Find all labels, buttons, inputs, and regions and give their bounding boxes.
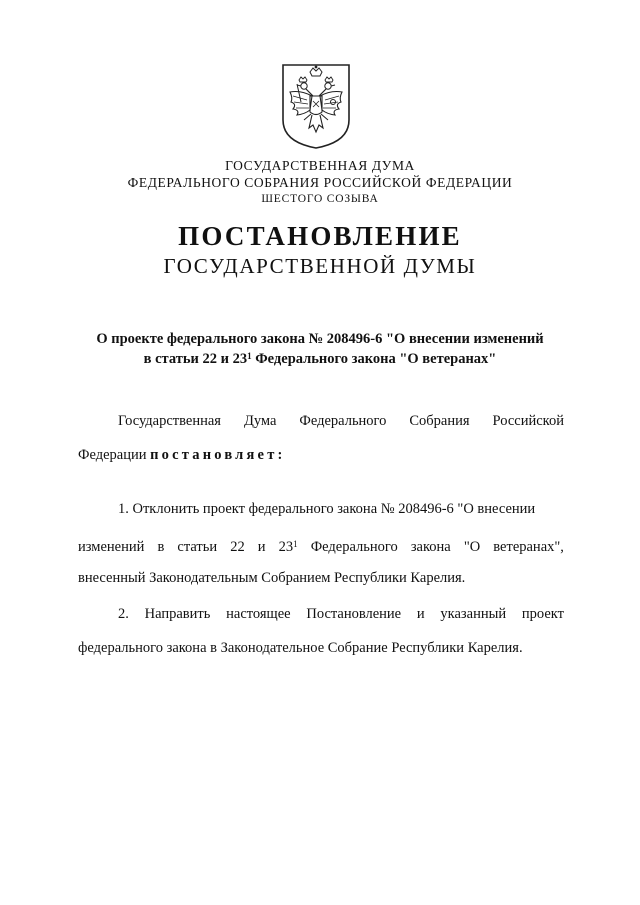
item-1-word: статьи — [177, 539, 218, 555]
item-1-word: Федерального — [310, 539, 398, 555]
item-1-line-3: внесенный Законодательным Собранием Республики Карелия. — [78, 570, 466, 586]
item-1-superscript: 1 — [293, 539, 298, 549]
document-subtitle: ГОСУДАРСТВЕННОЙ ДУМЫ — [163, 254, 477, 278]
item-1-word: закона — [410, 539, 451, 555]
item-2-word: и — [416, 606, 425, 622]
item-1-article-number — [279, 537, 298, 557]
item-2-word: указанный — [440, 606, 507, 622]
item-1-line-1: 1. Отклонить проект федерального закона № 208496-6 "О внесении — [118, 501, 536, 517]
header-line-federal-assembly: ФЕДЕРАЛЬНОГО СОБРАНИЯ РОССИЙСКОЙ ФЕДЕРАЦИИ — [127, 175, 513, 190]
item-1-word: и — [257, 539, 266, 555]
item-1-word: ветеранах", — [493, 539, 564, 555]
state-emblem-icon — [279, 62, 353, 150]
subject-line-2-end: Федерального закона "О ветеранах" — [251, 351, 497, 367]
item-2-word: настоящее — [226, 606, 291, 622]
preamble-word: Государственная — [118, 413, 221, 429]
subject-line-2-start: в статьи 22 и 23 — [143, 351, 248, 367]
item-1-article-23: 23 — [278, 539, 294, 555]
item-1-word: изменений — [78, 539, 145, 555]
preamble-line-2 — [78, 445, 564, 465]
item-1-line-2 — [78, 537, 564, 557]
document-title: ПОСТАНОВЛЕНИЕ — [178, 221, 462, 251]
subject-superscript: 1 — [247, 351, 252, 361]
item-2-line-2: федерального закона в Законодательное Собрание Республики Карелия. — [78, 640, 523, 656]
item-1-word: "О — [463, 539, 481, 555]
subject-line-2 — [0, 350, 640, 369]
header-line-convocation: ШЕСТОГО СОЗЫВА — [261, 193, 379, 205]
preamble-word: Федерального — [299, 413, 387, 429]
item-2-line-1 — [118, 604, 564, 624]
item-2-word: Направить — [144, 606, 211, 622]
subject-line-1: О проекте федерального закона № 208496-6 "О внесении изменений — [96, 331, 544, 347]
preamble-word: Собрания — [409, 413, 470, 429]
preamble-word: Дума — [243, 413, 277, 429]
item-2-word: 2. — [118, 606, 129, 622]
preamble-federation: Федерации — [78, 447, 151, 463]
item-1-word: 22 — [230, 539, 245, 555]
header-line-duma: ГОСУДАРСТВЕННАЯ ДУМА — [225, 158, 415, 173]
item-2-word: Постановление — [306, 606, 402, 622]
resolves-verb: постановляет: — [150, 447, 286, 463]
preamble-line-1 — [118, 411, 564, 431]
preamble-word: Российской — [492, 413, 564, 429]
item-1-word: в — [157, 539, 165, 555]
item-2-word: проект — [521, 606, 564, 622]
